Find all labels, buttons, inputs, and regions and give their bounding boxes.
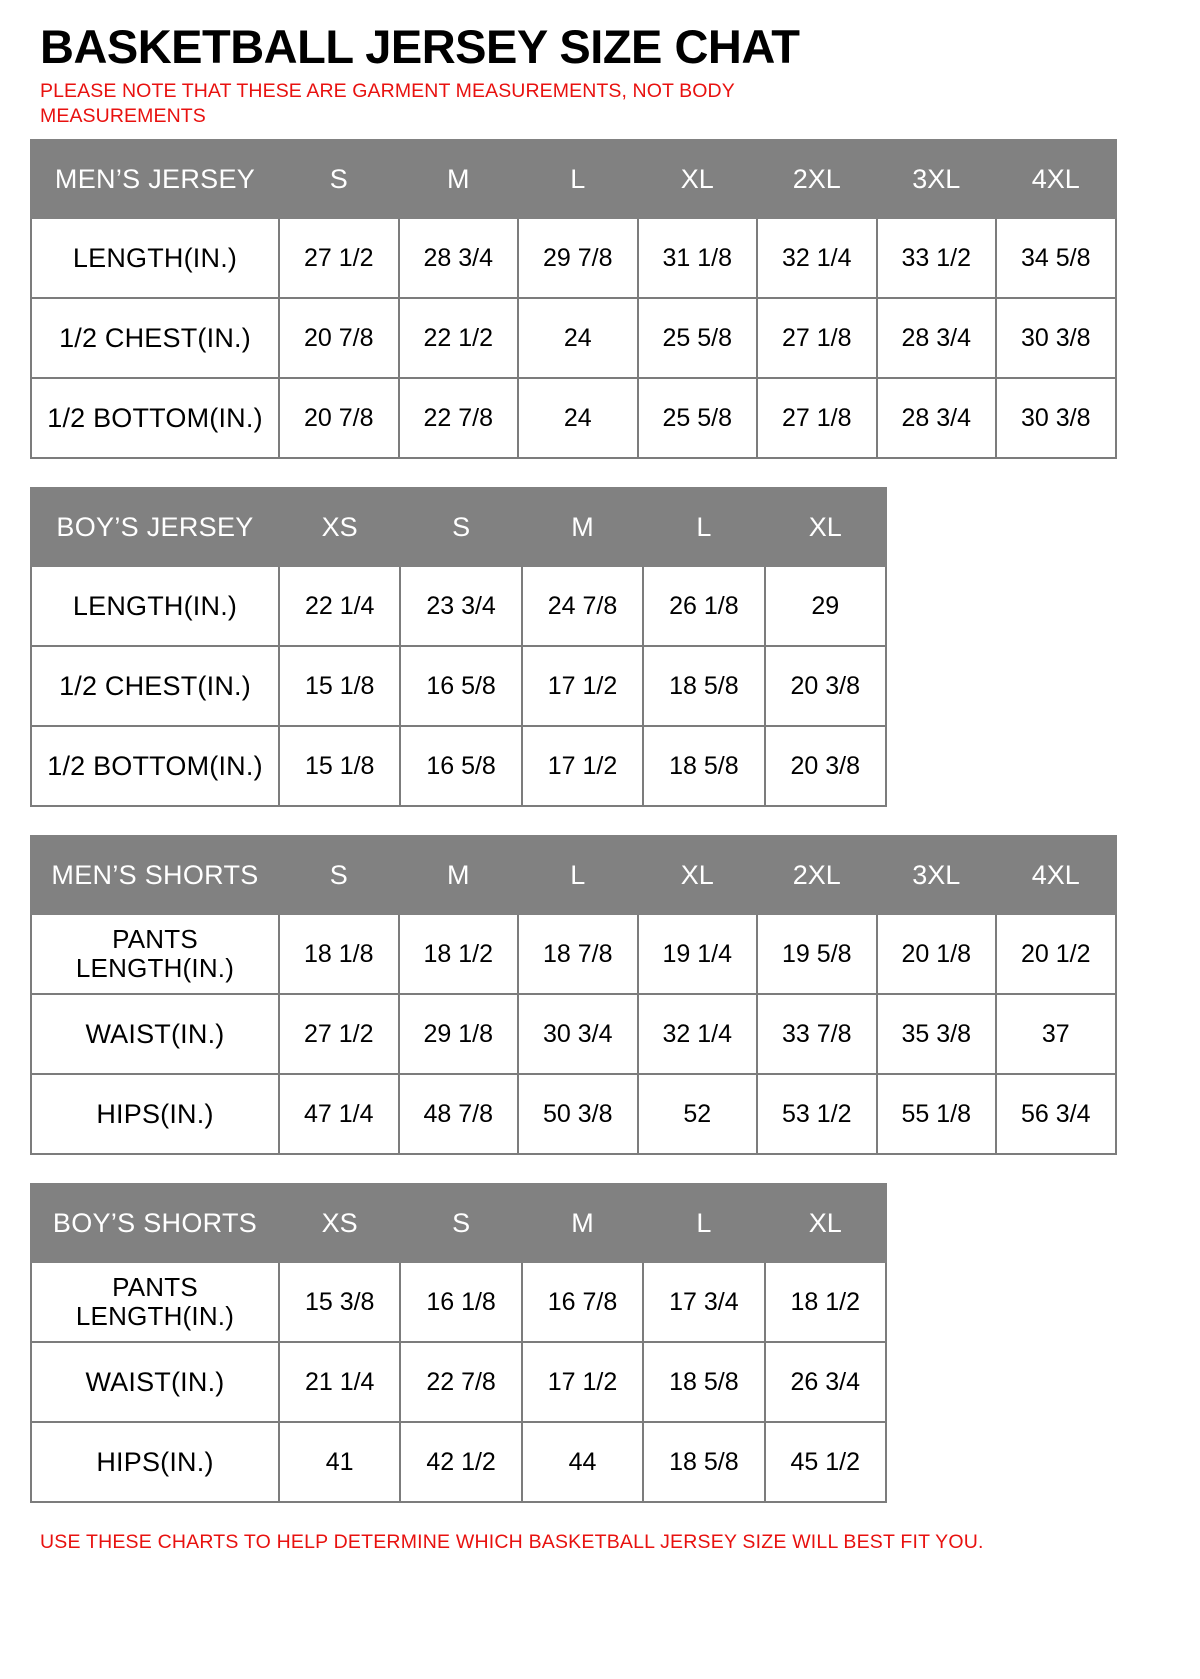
table-header-cell: M xyxy=(522,488,643,566)
table-header-cell: L xyxy=(518,836,638,914)
table-row xyxy=(31,914,1116,994)
measurement-note: PLEASE NOTE THAT THESE ARE GARMENT MEASUREMENTS, NOT BODY MEASUREMENTS xyxy=(40,80,735,128)
table-cell: 16 5/8 xyxy=(400,646,521,726)
table-cell: 26 1/8 xyxy=(643,566,764,646)
table-cell: 22 1/2 xyxy=(399,298,519,378)
table-cell: 17 1/2 xyxy=(522,646,643,726)
table-row xyxy=(31,378,1116,458)
table-row xyxy=(31,1342,886,1422)
table-cell: 30 3/4 xyxy=(518,994,638,1074)
table-cell: 15 1/8 xyxy=(279,646,400,726)
table-cell: 32 1/4 xyxy=(638,994,758,1074)
table-cell: 30 3/8 xyxy=(996,378,1116,458)
table-header-cell: M xyxy=(399,836,519,914)
table-row xyxy=(31,1262,886,1342)
table-cell: 27 1/8 xyxy=(757,378,877,458)
table-cell: 17 1/2 xyxy=(522,1342,643,1422)
table-header-cell: MEN’S SHORTS xyxy=(31,836,279,914)
table-cell: 18 1/8 xyxy=(279,914,399,994)
table-header-cell: XL xyxy=(638,836,758,914)
table-header-cell: 3XL xyxy=(877,836,997,914)
table-cell: 22 1/4 xyxy=(279,566,400,646)
row-label: 1/2 CHEST(IN.) xyxy=(31,646,279,726)
table-header-cell: 4XL xyxy=(996,836,1116,914)
table-cell: 27 1/2 xyxy=(279,218,399,298)
table-header-cell: L xyxy=(643,488,764,566)
table-header-row xyxy=(31,836,1116,914)
row-label: PANTS LENGTH(IN.) xyxy=(31,914,279,994)
table-cell: 52 xyxy=(638,1074,758,1154)
table-cell: 23 3/4 xyxy=(400,566,521,646)
table-cell: 31 1/8 xyxy=(638,218,758,298)
table-cell: 29 1/8 xyxy=(399,994,519,1074)
table-row xyxy=(31,298,1116,378)
table-cell: 37 xyxy=(996,994,1116,1074)
table-cell: 32 1/4 xyxy=(757,218,877,298)
table-cell: 24 xyxy=(518,378,638,458)
row-label: LENGTH(IN.) xyxy=(31,566,279,646)
table-cell: 18 5/8 xyxy=(643,1422,764,1502)
row-label: WAIST(IN.) xyxy=(31,994,279,1074)
table-row xyxy=(31,726,886,806)
table-cell: 18 7/8 xyxy=(518,914,638,994)
table-cell: 24 xyxy=(518,298,638,378)
row-label: HIPS(IN.) xyxy=(31,1422,279,1502)
table-cell: 28 3/4 xyxy=(877,378,997,458)
table-header-cell: 2XL xyxy=(757,836,877,914)
table-header-cell: XL xyxy=(765,1184,886,1262)
table-cell: 19 1/4 xyxy=(638,914,758,994)
table-header-cell: 4XL xyxy=(996,140,1116,218)
table-cell: 16 7/8 xyxy=(522,1262,643,1342)
table-cell: 35 3/8 xyxy=(877,994,997,1074)
boys-shorts-table xyxy=(30,1183,887,1503)
table-cell: 48 7/8 xyxy=(399,1074,519,1154)
table-cell: 20 7/8 xyxy=(279,298,399,378)
table-header-row xyxy=(31,488,886,566)
table-cell: 34 5/8 xyxy=(996,218,1116,298)
row-label: LENGTH(IN.) xyxy=(31,218,279,298)
table-cell: 18 1/2 xyxy=(399,914,519,994)
table-header-cell: BOY’S JERSEY xyxy=(31,488,279,566)
table-cell: 42 1/2 xyxy=(400,1422,521,1502)
table-header-cell: 3XL xyxy=(877,140,997,218)
table-row xyxy=(31,1422,886,1502)
table-cell: 55 1/8 xyxy=(877,1074,997,1154)
table-cell: 29 xyxy=(765,566,886,646)
table-header-cell: L xyxy=(518,140,638,218)
table-cell: 24 7/8 xyxy=(522,566,643,646)
table-header-cell: XL xyxy=(638,140,758,218)
table-cell: 18 5/8 xyxy=(643,1342,764,1422)
table-cell: 19 5/8 xyxy=(757,914,877,994)
page-title: BASKETBALL JERSEY SIZE CHAT xyxy=(40,20,800,73)
mens-shorts-table xyxy=(30,835,1117,1155)
table-cell: 41 xyxy=(279,1422,400,1502)
table-cell: 44 xyxy=(522,1422,643,1502)
table-header-row xyxy=(31,1184,886,1262)
table-cell: 53 1/2 xyxy=(757,1074,877,1154)
table-header-cell: XS xyxy=(279,488,400,566)
table-cell: 18 5/8 xyxy=(643,726,764,806)
footer-note: USE THESE CHARTS TO HELP DETERMINE WHICH BASKETBALL JERSEY SIZE WILL BEST FIT YOU. xyxy=(40,1531,984,1554)
table-cell: 28 3/4 xyxy=(399,218,519,298)
table-row xyxy=(31,218,1116,298)
row-label: HIPS(IN.) xyxy=(31,1074,279,1154)
row-label: 1/2 BOTTOM(IN.) xyxy=(31,378,279,458)
table-header-cell: S xyxy=(279,836,399,914)
table-header-cell: S xyxy=(279,140,399,218)
table-cell: 21 1/4 xyxy=(279,1342,400,1422)
table-row xyxy=(31,1074,1116,1154)
table-cell: 27 1/2 xyxy=(279,994,399,1074)
table-cell: 17 3/4 xyxy=(643,1262,764,1342)
table-header-cell: L xyxy=(643,1184,764,1262)
boys-jersey-table xyxy=(30,487,887,807)
table-cell: 20 1/8 xyxy=(877,914,997,994)
table-row xyxy=(31,646,886,726)
table-cell: 29 7/8 xyxy=(518,218,638,298)
table-cell: 15 3/8 xyxy=(279,1262,400,1342)
table-row xyxy=(31,566,886,646)
row-label: 1/2 CHEST(IN.) xyxy=(31,298,279,378)
table-cell: 28 3/4 xyxy=(877,298,997,378)
table-cell: 33 7/8 xyxy=(757,994,877,1074)
table-header-cell: MEN’S JERSEY xyxy=(31,140,279,218)
table-cell: 18 1/2 xyxy=(765,1262,886,1342)
table-cell: 17 1/2 xyxy=(522,726,643,806)
row-label: PANTS LENGTH(IN.) xyxy=(31,1262,279,1342)
table-header-cell: S xyxy=(400,1184,521,1262)
table-cell: 20 3/8 xyxy=(765,646,886,726)
table-cell: 56 3/4 xyxy=(996,1074,1116,1154)
table-header-row xyxy=(31,140,1116,218)
table-cell: 33 1/2 xyxy=(877,218,997,298)
table-cell: 20 3/8 xyxy=(765,726,886,806)
row-label: WAIST(IN.) xyxy=(31,1342,279,1422)
table-header-cell: M xyxy=(522,1184,643,1262)
table-cell: 20 1/2 xyxy=(996,914,1116,994)
table-cell: 15 1/8 xyxy=(279,726,400,806)
mens-jersey-table xyxy=(30,139,1117,459)
table-row xyxy=(31,994,1116,1074)
table-cell: 45 1/2 xyxy=(765,1422,886,1502)
table-header-cell: BOY’S SHORTS xyxy=(31,1184,279,1262)
table-cell: 47 1/4 xyxy=(279,1074,399,1154)
table-cell: 16 5/8 xyxy=(400,726,521,806)
table-header-cell: 2XL xyxy=(757,140,877,218)
table-cell: 22 7/8 xyxy=(399,378,519,458)
table-cell: 50 3/8 xyxy=(518,1074,638,1154)
table-cell: 25 5/8 xyxy=(638,378,758,458)
table-cell: 20 7/8 xyxy=(279,378,399,458)
table-cell: 25 5/8 xyxy=(638,298,758,378)
table-header-cell: XS xyxy=(279,1184,400,1262)
table-header-cell: S xyxy=(400,488,521,566)
table-cell: 30 3/8 xyxy=(996,298,1116,378)
table-header-cell: M xyxy=(399,140,519,218)
table-cell: 22 7/8 xyxy=(400,1342,521,1422)
row-label: 1/2 BOTTOM(IN.) xyxy=(31,726,279,806)
table-header-cell: XL xyxy=(765,488,886,566)
table-cell: 16 1/8 xyxy=(400,1262,521,1342)
table-cell: 27 1/8 xyxy=(757,298,877,378)
table-cell: 26 3/4 xyxy=(765,1342,886,1422)
table-cell: 18 5/8 xyxy=(643,646,764,726)
